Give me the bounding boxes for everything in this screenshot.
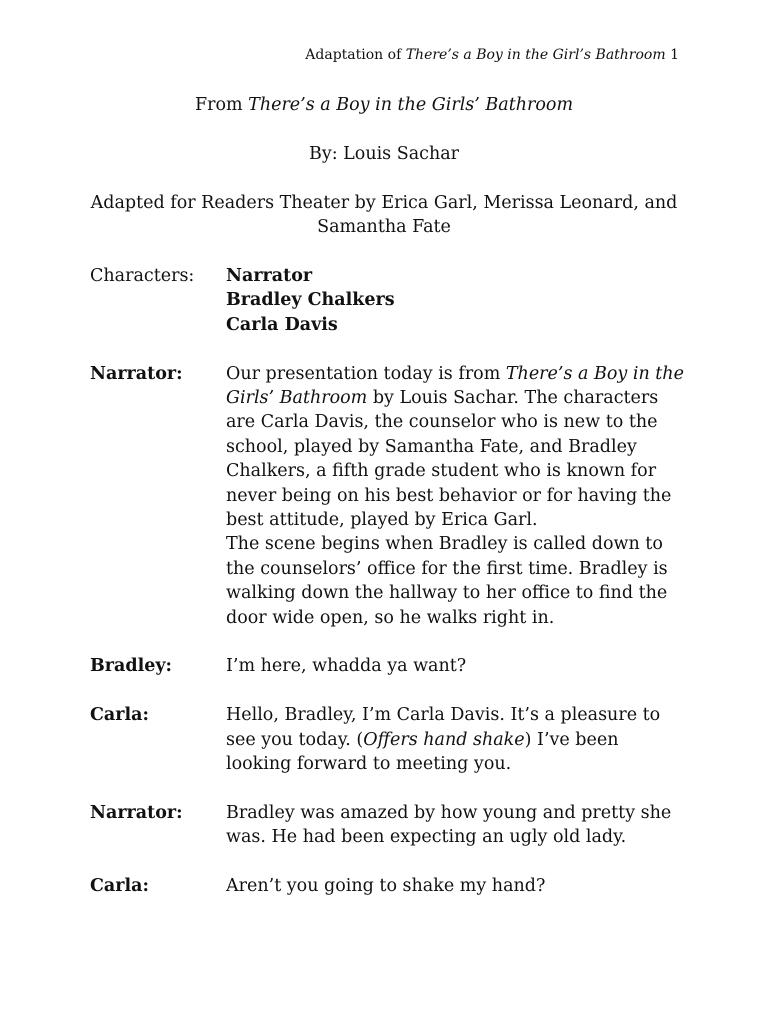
header-prefix: Adaptation of: [305, 47, 406, 63]
document-title: [88, 93, 680, 117]
script-body: [90, 264, 685, 923]
dialogue-text: [226, 703, 685, 776]
speaker-label: Carla:: [90, 705, 149, 726]
dialogue-entry-narrator-1: [90, 362, 685, 630]
dialogue-entry-carla-2: [90, 874, 685, 898]
dialogue-entry-bradley-1: [90, 654, 685, 678]
narrator1-book-title: There’s a Boy in the Girls’ Bathroom: [226, 363, 684, 409]
characters-label: Characters:: [90, 266, 195, 286]
author-line: By: Louis Sachar: [308, 144, 460, 164]
speaker-label: Bradley:: [90, 656, 172, 677]
narrator1-rest: by Louis Sachar. The characters are Carla Davis, the counselor who is new to the school, played by Samantha Fate, and Bradley Chalkers, a fifth grade student who is known for never being on his best behavior or for having the best attitude, played by Erica Garl.: [226, 388, 672, 531]
character-name: Bradley Chalkers: [226, 290, 395, 311]
running-header: [305, 47, 679, 63]
narrator1-intro: Our presentation today is from: [226, 363, 506, 384]
title-book: There’s a Boy in the Girls’ Bathroom: [248, 95, 574, 115]
adaptation-credit: [88, 191, 680, 239]
characters-entry: [90, 264, 685, 337]
character-name: Narrator: [226, 266, 313, 286]
speaker-label: Carla:: [90, 876, 149, 897]
stage-direction: Offers hand shake: [363, 729, 525, 750]
dialogue-text: I’m here, whadda ya want?: [226, 656, 467, 677]
dialogue-entry-carla-1: [90, 703, 685, 776]
header-page-number: 1: [665, 47, 679, 63]
dialogue-text: Bradley was amazed by how young and pretty she was. He had been expecting an ugly old lady.: [226, 802, 672, 848]
adaptation-credit-line-1: Adapted for Readers Theater by Erica Garl, Merissa Leonard, and: [90, 193, 678, 213]
carla1-after: ) I’ve been looking forward to meeting you.: [226, 729, 619, 775]
header-title: There’s a Boy in the Girl’s Bathroom: [405, 47, 666, 63]
characters-list: [226, 264, 685, 337]
character-name: Carla Davis: [226, 314, 338, 335]
speaker-label: Narrator:: [90, 802, 183, 823]
narrator1-second-paragraph: The scene begins when Bradley is called down to the counselors’ office for the first time. Bradley is walking down the hallway to her office to find the door wide open, so he walks right in.: [226, 534, 668, 628]
speaker-label: Narrator:: [90, 363, 183, 384]
dialogue-text: Aren’t you going to shake my hand?: [226, 876, 546, 897]
adaptation-credit-line-2: Samantha Fate: [317, 217, 451, 237]
carla1-before: Hello, Bradley, I’m Carla Davis. It’s a pleasure to see you today. (: [226, 705, 661, 750]
title-from: From: [194, 95, 249, 115]
dialogue-entry-narrator-2: [90, 801, 685, 850]
dialogue-text: [226, 362, 685, 630]
